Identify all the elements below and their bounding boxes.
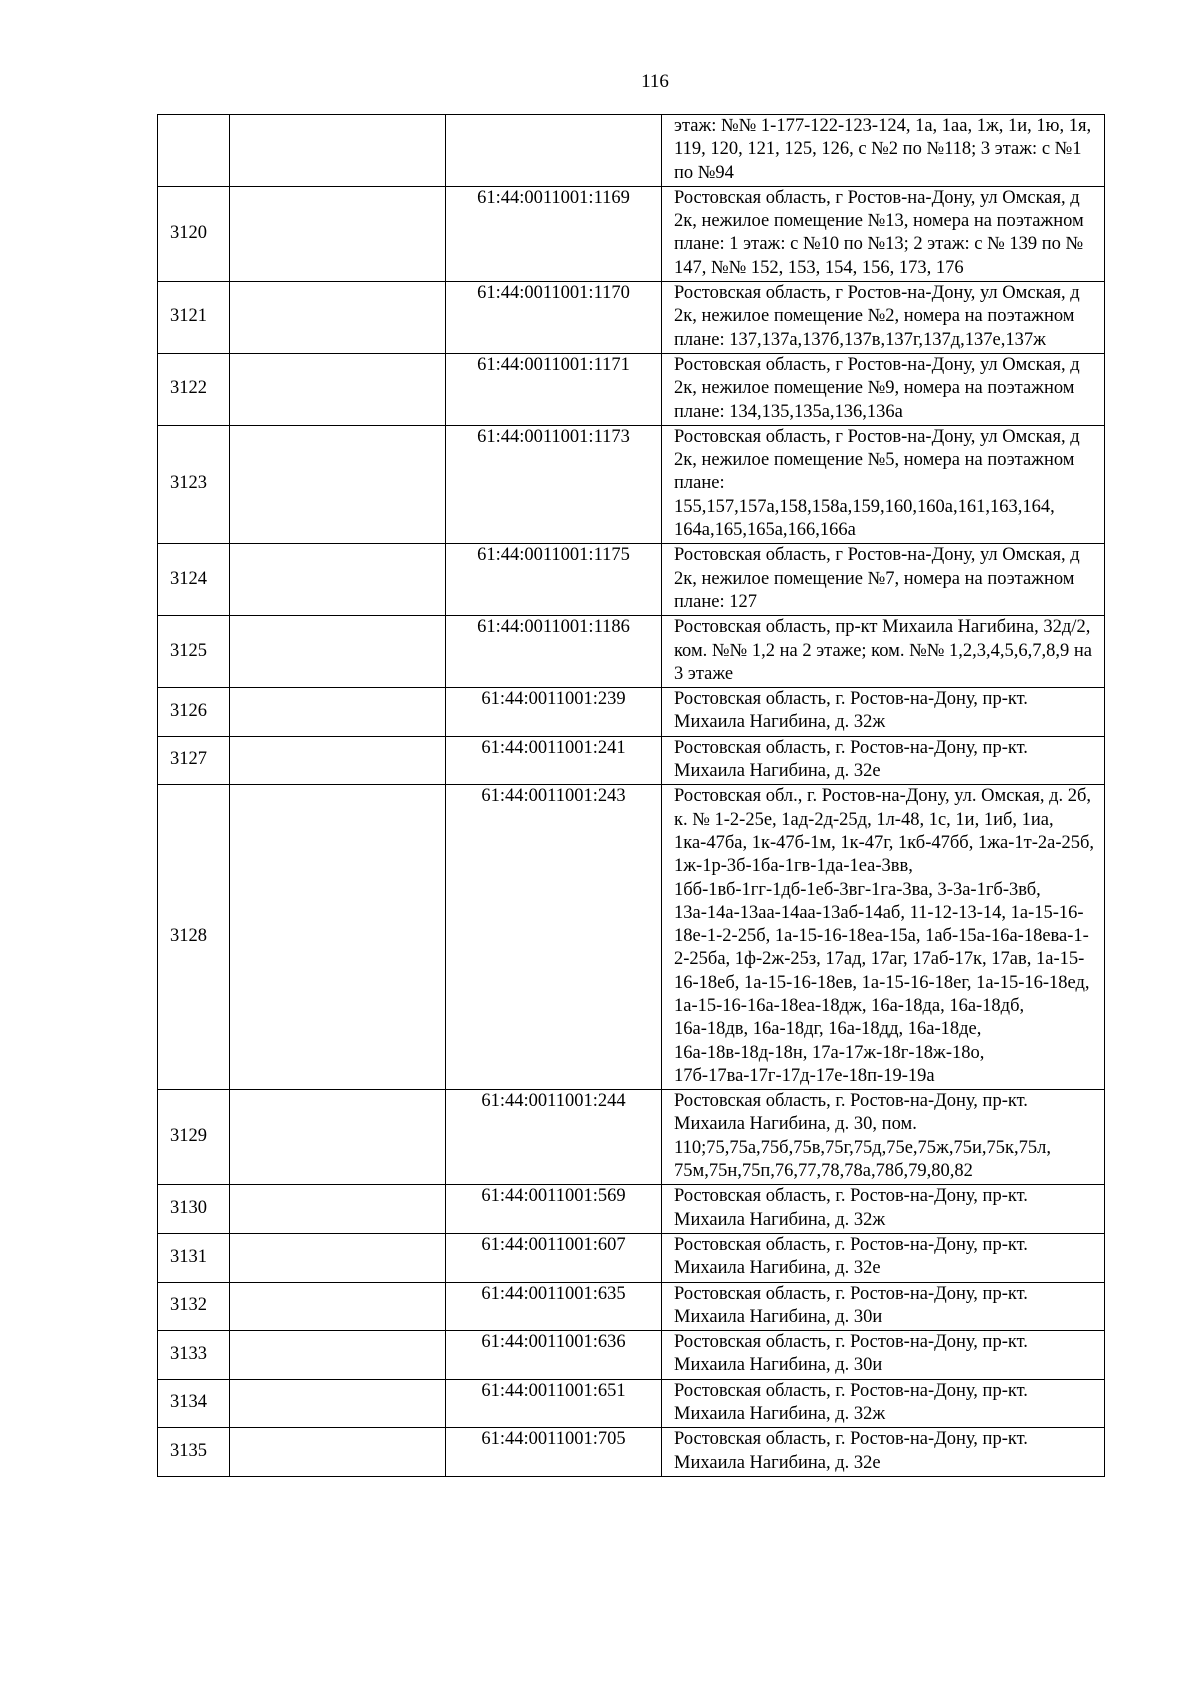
registry-table — [157, 114, 1105, 1477]
page-number: 116 — [641, 71, 669, 92]
cadastral-number: 61:44:0011001:241 — [446, 736, 662, 785]
cadastral-number: 61:44:0011001:239 — [446, 688, 662, 737]
table-row — [158, 785, 1105, 1090]
row-number: 3121 — [158, 282, 230, 354]
address-cell: Ростовская обл., г. Ростов-на-Дону, ул. Омская, д. 2б, к. № 1-2-25е, 1ад-2д-25д, 1л-48, 1с, 1и, 1иб, 1иа, 1ка-47ба, 1к-47б-1м, 1к-47г, 1кб-47бб, 1жа-1т-2а-25б, 1ж-1р-3б-1ба-1гв-1да-1еа-3вв, 1бб-1вб-1гг-1дб-1еб-3вг-1га-3ва, 3-3а-1гб-3вб, 13а-14а-13аа-14аа-13аб-14аб, 11-12-13-14, 1а-15-16-18е-1-2-25б, 1а-15-16-18еа-15а, 1аб-15а-16а-18ева-1-2-25ба, 1ф-2ж-25з, 17ад, 17аг, 17аб-17к, 17ав, 1а-15-16-18еб, 1а-15-16-18ев, 1а-15-16-18ег, 1а-15-16-18ед, 1а-15-16-16а-18еа-18дж, 16а-18да, 16а-18дб, 16а-18дв, 16а-18дг, 16а-18дд, 16а-18де, 16а-18в-18д-18н, 17а-17ж-18г-18ж-18о, 17б-17ва-17г-17д-17е-18п-19-19а — [662, 785, 1105, 1090]
table-row — [158, 353, 1105, 425]
address-cell: Ростовская область, г. Ростов-на-Дону, пр-кт. Михаила Нагибина, д. 32е — [662, 736, 1105, 785]
row-number: 3135 — [158, 1428, 230, 1477]
address-cell: Ростовская область, г. Ростов-на-Дону, пр-кт. Михаила Нагибина, д. 32ж — [662, 688, 1105, 737]
cadastral-number: 61:44:0011001:1170 — [446, 282, 662, 354]
cadastral-number: 61:44:0011001:1171 — [446, 353, 662, 425]
table-row — [158, 115, 1105, 187]
address-cell: Ростовская область, г Ростов-на-Дону, ул Омская, д 2к, нежилое помещение №13, номера на поэтажном плане: 1 этаж: с №10 по №13; 2 этаж: с № 139 по № 147, №№ 152, 153, 154, 156, 173, 176 — [662, 186, 1105, 281]
address-cell: Ростовская область, г Ростов-на-Дону, ул Омская, д 2к, нежилое помещение №5, номера на поэтажном плане: 155,157,157а,158,158а,159,160,160а,161,163,164, 164а,165,165а,166,166а — [662, 425, 1105, 543]
cadastral-number: 61:44:0011001:244 — [446, 1090, 662, 1185]
address-cell: Ростовская область, г Ростов-на-Дону, ул Омская, д 2к, нежилое помещение №9, номера на поэтажном плане: 134,135,135а,136,136а — [662, 353, 1105, 425]
table-row — [158, 186, 1105, 281]
empty-cell — [230, 282, 446, 354]
empty-cell — [230, 1233, 446, 1282]
empty-cell — [230, 115, 446, 187]
cadastral-number: 61:44:0011001:705 — [446, 1428, 662, 1477]
address-cell: Ростовская область, г Ростов-на-Дону, ул Омская, д 2к, нежилое помещение №7, номера на поэтажном плане: 127 — [662, 544, 1105, 616]
address-cell: Ростовская область, г. Ростов-на-Дону, пр-кт. Михаила Нагибина, д. 32ж — [662, 1379, 1105, 1428]
row-number: 3126 — [158, 688, 230, 737]
table-row — [158, 1090, 1105, 1185]
row-number — [158, 115, 230, 187]
table-row — [158, 425, 1105, 543]
table-row — [158, 736, 1105, 785]
row-number: 3127 — [158, 736, 230, 785]
row-number: 3128 — [158, 785, 230, 1090]
empty-cell — [230, 186, 446, 281]
table-row — [158, 1233, 1105, 1282]
empty-cell — [230, 1185, 446, 1234]
cadastral-number: 61:44:0011001:1173 — [446, 425, 662, 543]
empty-cell — [230, 1379, 446, 1428]
table-row — [158, 282, 1105, 354]
address-cell: Ростовская область, г. Ростов-на-Дону, пр-кт. Михаила Нагибина, д. 30и — [662, 1282, 1105, 1331]
cadastral-number: 61:44:0011001:243 — [446, 785, 662, 1090]
row-number: 3125 — [158, 616, 230, 688]
empty-cell — [230, 1428, 446, 1477]
row-number: 3120 — [158, 186, 230, 281]
address-cell: Ростовская область, г. Ростов-на-Дону, пр-кт. Михаила Нагибина, д. 30, пом. 110;75,75а,75б,75в,75г,75д,75е,75ж,75и,75к,75л, 75м,75н,75п,76,77,78,78а,78б,79,80,82 — [662, 1090, 1105, 1185]
registry-table-body — [158, 115, 1105, 1477]
empty-cell — [230, 1282, 446, 1331]
row-number: 3133 — [158, 1331, 230, 1380]
address-cell: Ростовская область, г Ростов-на-Дону, ул Омская, д 2к, нежилое помещение №2, номера на поэтажном плане: 137,137а,137б,137в,137г,137д,137е,137ж — [662, 282, 1105, 354]
address-cell: этаж: №№ 1-177-122-123-124, 1а, 1аа, 1ж, 1и, 1ю, 1я, 119, 120, 121, 125, 126, с №2 по №118; 3 этаж: с №1 по №94 — [662, 115, 1105, 187]
empty-cell — [230, 616, 446, 688]
cadastral-number: 61:44:0011001:1186 — [446, 616, 662, 688]
cadastral-number: 61:44:0011001:607 — [446, 1233, 662, 1282]
table-row — [158, 1282, 1105, 1331]
cadastral-number: 61:44:0011001:635 — [446, 1282, 662, 1331]
table-row — [158, 616, 1105, 688]
empty-cell — [230, 1090, 446, 1185]
row-number: 3132 — [158, 1282, 230, 1331]
row-number: 3130 — [158, 1185, 230, 1234]
row-number: 3134 — [158, 1379, 230, 1428]
cadastral-number: 61:44:0011001:569 — [446, 1185, 662, 1234]
table-row — [158, 1185, 1105, 1234]
empty-cell — [230, 353, 446, 425]
address-cell: Ростовская область, пр-кт Михаила Нагибина, 32д/2, ком. №№ 1,2 на 2 этаже; ком. №№ 1,2,3,4,5,6,7,8,9 на 3 этаже — [662, 616, 1105, 688]
empty-cell — [230, 1331, 446, 1380]
row-number: 3123 — [158, 425, 230, 543]
row-number: 3122 — [158, 353, 230, 425]
row-number: 3131 — [158, 1233, 230, 1282]
table-row — [158, 688, 1105, 737]
row-number: 3124 — [158, 544, 230, 616]
table-row — [158, 544, 1105, 616]
empty-cell — [230, 425, 446, 543]
address-cell: Ростовская область, г. Ростов-на-Дону, пр-кт. Михаила Нагибина, д. 32е — [662, 1428, 1105, 1477]
cadastral-number: 61:44:0011001:1169 — [446, 186, 662, 281]
address-cell: Ростовская область, г. Ростов-на-Дону, пр-кт. Михаила Нагибина, д. 32е — [662, 1233, 1105, 1282]
table-row — [158, 1331, 1105, 1380]
table-row — [158, 1428, 1105, 1477]
address-cell: Ростовская область, г. Ростов-на-Дону, пр-кт. Михаила Нагибина, д. 30и — [662, 1331, 1105, 1380]
cadastral-number — [446, 115, 662, 187]
cadastral-number: 61:44:0011001:1175 — [446, 544, 662, 616]
empty-cell — [230, 544, 446, 616]
table-row — [158, 1379, 1105, 1428]
cadastral-number: 61:44:0011001:636 — [446, 1331, 662, 1380]
empty-cell — [230, 785, 446, 1090]
cadastral-number: 61:44:0011001:651 — [446, 1379, 662, 1428]
address-cell: Ростовская область, г. Ростов-на-Дону, пр-кт. Михаила Нагибина, д. 32ж — [662, 1185, 1105, 1234]
row-number: 3129 — [158, 1090, 230, 1185]
empty-cell — [230, 736, 446, 785]
empty-cell — [230, 688, 446, 737]
